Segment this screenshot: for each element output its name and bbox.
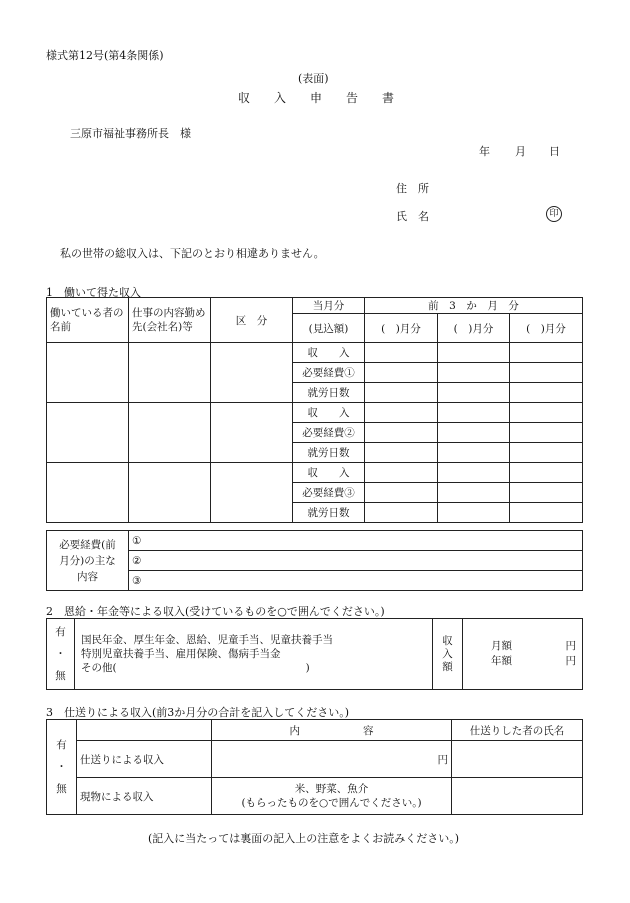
page-title: 収 入 申 告 書 [238, 91, 395, 105]
in-kind-instruction: (もらったものを○で囲んでください。) [241, 797, 422, 809]
date-day: 日 [549, 145, 560, 158]
employer-cell[interactable] [129, 403, 211, 463]
expenses-table [46, 530, 583, 591]
remittance-label: 仕送りによる収入 [77, 741, 212, 778]
amount-cell[interactable] [365, 343, 438, 363]
pension-types-line-2[interactable]: 特別児童扶養手当、雇用保険、傷病手当金 [81, 648, 281, 660]
amount-cell[interactable] [365, 383, 438, 403]
income-amount-label: 収入額 [433, 619, 463, 690]
no-option[interactable]: 無 [55, 670, 66, 682]
addressee: 三原市福祉事務所長 様 [70, 127, 191, 140]
footer-note: (記入に当たっては裏面の記入上の注意をよくお読みください。) [148, 832, 460, 845]
monthly-label: 月額 [491, 640, 512, 652]
amount-cell[interactable] [510, 363, 583, 383]
expense-line-1[interactable] [129, 531, 583, 551]
row-label: 必要経費① [293, 363, 365, 383]
pension-table [46, 618, 583, 690]
header-estimate: (見込額) [293, 314, 365, 343]
form-id: 様式第12号(第4条関係) [46, 49, 164, 62]
amount-cell[interactable] [365, 363, 438, 383]
remittance-amount[interactable] [212, 741, 452, 778]
amount-cell[interactable] [365, 443, 438, 463]
date-year: 年 [479, 145, 490, 158]
header-category: 区 分 [211, 298, 293, 343]
worker-name-cell[interactable] [47, 463, 129, 523]
amount-cell[interactable] [438, 343, 510, 363]
row-label: 就労日数 [293, 503, 365, 523]
section2-title: 2 恩給・年金等による収入(受けているものを○で囲んでください。) [46, 605, 385, 618]
amount-cell[interactable] [510, 383, 583, 403]
sender-name-cell[interactable] [452, 778, 583, 815]
header-month-2: ( )月分 [438, 314, 510, 343]
expenses-label: 必要経費(前月分)の主な内容 [47, 531, 129, 591]
form-side: (表面) [298, 72, 329, 85]
worker-name-cell[interactable] [47, 403, 129, 463]
dot-separator: ・ [56, 761, 67, 773]
header-sender: 仕送りした者の氏名 [452, 720, 583, 741]
amount-cell[interactable] [510, 423, 583, 443]
date-month: 月 [515, 145, 526, 158]
amount-cell[interactable] [438, 503, 510, 523]
amount-cell[interactable] [365, 403, 438, 423]
amount-cell[interactable] [510, 343, 583, 363]
pension-yesno[interactable] [47, 619, 75, 690]
yen-unit: 円 [437, 753, 448, 766]
section1-title: 1 働いて得た収入 [46, 286, 141, 299]
pension-types-line-1[interactable]: 国民年金、厚生年金、恩給、児童手当、児童扶養手当 [81, 634, 333, 646]
amount-cell[interactable] [438, 403, 510, 423]
category-cell[interactable] [211, 343, 293, 403]
yes-option[interactable]: 有 [55, 626, 66, 638]
pension-types-line-3[interactable]: その他( ) [81, 662, 310, 674]
address-label: 住 所 [396, 182, 429, 195]
yes-option[interactable]: 有 [56, 739, 67, 751]
header-prev3: 前 3 か 月 分 [365, 298, 583, 314]
name-label: 氏 名 [396, 210, 429, 223]
header-month-1: ( )月分 [365, 314, 438, 343]
amount-cell[interactable] [438, 423, 510, 443]
amount-cell[interactable] [510, 443, 583, 463]
expense-line-3[interactable] [129, 571, 583, 591]
amount-cell[interactable] [438, 443, 510, 463]
row-label: 収 入 [293, 403, 365, 423]
header-current-month: 当月分 [293, 298, 365, 314]
sender-name-cell[interactable] [452, 741, 583, 778]
dot-separator: ・ [55, 648, 66, 660]
seal-mark: 印 [546, 206, 562, 222]
row-label: 就労日数 [293, 383, 365, 403]
amount-cell[interactable] [510, 403, 583, 423]
row-label: 必要経費② [293, 423, 365, 443]
expense-mark: ② [132, 554, 142, 567]
earned-income-table [46, 297, 583, 523]
header-employer: 仕事の内容勤め先(会社名)等 [129, 298, 211, 343]
amount-cell[interactable] [365, 463, 438, 483]
yearly-label: 年額 [491, 655, 512, 667]
amount-cell[interactable] [438, 463, 510, 483]
expense-mark: ① [132, 534, 142, 547]
amount-cell[interactable] [438, 483, 510, 503]
remittance-table [46, 719, 583, 815]
worker-name-cell[interactable] [47, 343, 129, 403]
row-label: 収 入 [293, 343, 365, 363]
header-worker: 働いている者の名前 [47, 298, 129, 343]
section3-title: 3 仕送りによる収入(前3か月分の合計を記入してください。) [46, 706, 350, 719]
employer-cell[interactable] [129, 343, 211, 403]
amount-cell[interactable] [510, 483, 583, 503]
amount-cell[interactable] [365, 423, 438, 443]
category-cell[interactable] [211, 403, 293, 463]
expense-line-2[interactable] [129, 551, 583, 571]
yen-unit: 円 [565, 655, 576, 667]
row-label: 就労日数 [293, 443, 365, 463]
header-month-3: ( )月分 [510, 314, 583, 343]
row-label: 収 入 [293, 463, 365, 483]
declaration: 私の世帯の総収入は、下記のとおり相違ありません。 [60, 247, 325, 260]
amount-cell[interactable] [438, 383, 510, 403]
amount-cell[interactable] [365, 503, 438, 523]
category-cell[interactable] [211, 463, 293, 523]
no-option[interactable]: 無 [56, 783, 67, 795]
remittance-yesno[interactable] [47, 720, 77, 815]
yen-unit: 円 [565, 640, 576, 652]
expense-mark: ③ [132, 574, 142, 587]
row-label: 必要経費③ [293, 483, 365, 503]
in-kind-items[interactable]: 米、野菜、魚介 [294, 783, 369, 795]
amount-cell[interactable] [438, 363, 510, 383]
header-content: 内 容 [212, 720, 452, 741]
in-kind-label: 現物による収入 [77, 778, 212, 815]
amount-cell[interactable] [365, 483, 438, 503]
amount-cell[interactable] [510, 463, 583, 483]
employer-cell[interactable] [129, 463, 211, 523]
amount-cell[interactable] [510, 503, 583, 523]
